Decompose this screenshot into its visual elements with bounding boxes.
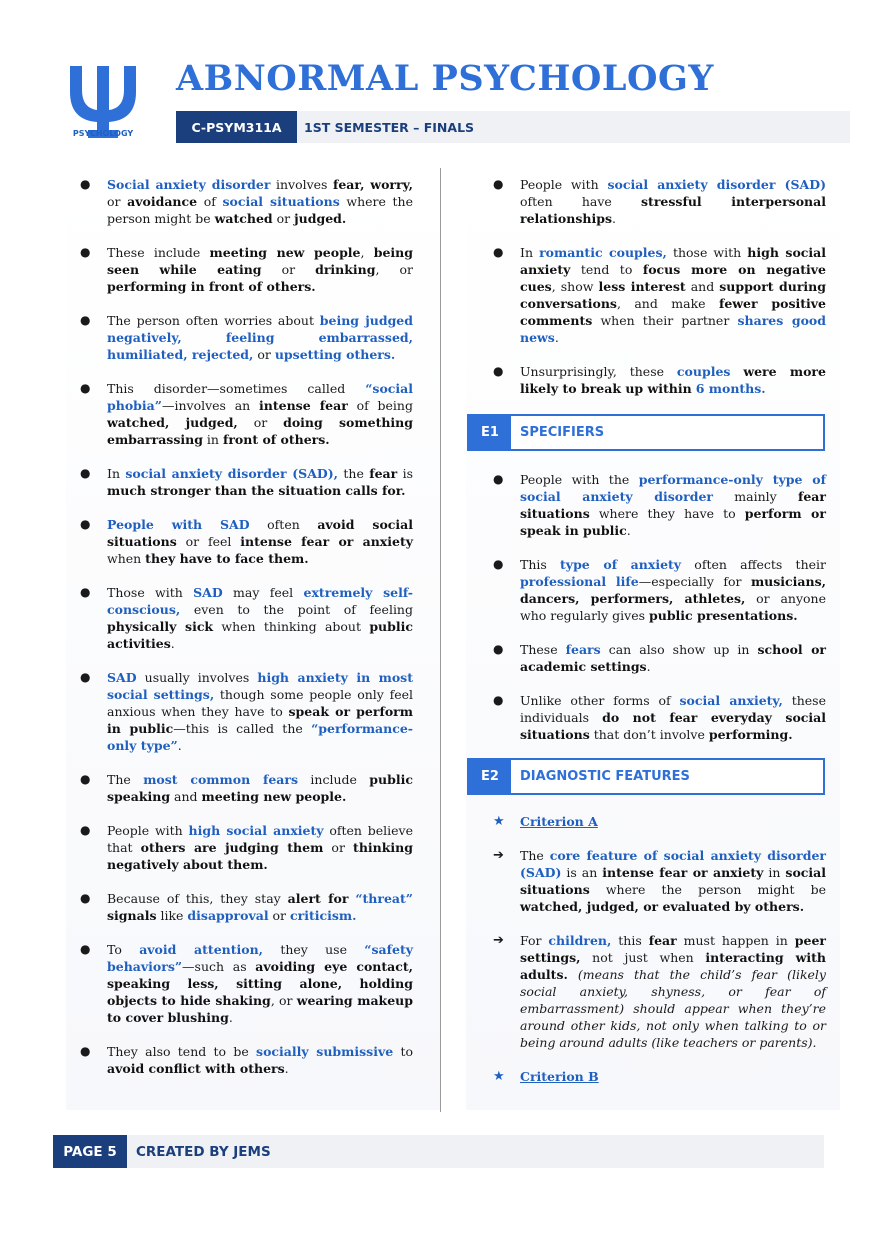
list-item (80, 380, 413, 448)
text-run: and (685, 279, 720, 294)
text-run: —involves an (161, 398, 260, 413)
highlighted-text-run: being judged negatively, feeling embarrassed, humiliated, rejected, (107, 313, 414, 362)
text-run: usually involves (136, 670, 258, 685)
bold-text-run: performing. (708, 727, 793, 742)
text-run: in (202, 432, 223, 447)
text-run: those with (666, 245, 748, 260)
semester-label: 1ST SEMESTER – FINALS (304, 119, 475, 135)
bold-text-run: were more likely to break up within (520, 364, 826, 396)
list-item (80, 1043, 413, 1077)
highlighted-text-run: performance-only type of social anxiety disorder (520, 472, 826, 504)
highlighted-text-run: shares good news (520, 313, 826, 345)
bold-text-run: intense fear or anxiety (240, 534, 413, 549)
text-run: involves (270, 177, 333, 192)
bullet-text (107, 466, 413, 498)
text-run: The person often worries about (107, 313, 320, 328)
text-run: . (646, 659, 651, 674)
highlighted-text-run: social anxiety disorder (SAD) (607, 177, 827, 192)
text-run: often (249, 517, 318, 532)
text-run: . (554, 330, 559, 345)
text-run: of (197, 194, 223, 209)
bullet-icon: ● (493, 557, 504, 571)
text-run: Unsurprisingly, these (520, 364, 677, 379)
text-run: or (268, 908, 291, 923)
bold-text-run: fear (648, 933, 677, 948)
italic-text-run: (means that the child’s fear (likely social anxiety, shyness, or fear of embarrassment) should appear when they’re around other kids, not only when talking to or being around adults (like teachers or parents). (520, 967, 826, 1050)
bold-text-run: public presentations. (648, 608, 798, 623)
section-title: SPECIFIERS (520, 425, 605, 440)
section-code: E1 (469, 416, 511, 449)
highlighted-text-run: “performance-only type” (107, 721, 413, 753)
list-item (80, 669, 413, 754)
text-run: This disorder—sometimes called (107, 381, 366, 396)
bullet-text (107, 891, 413, 923)
bold-text-run: fear, worry, (332, 177, 413, 192)
highlighted-text-run: “threat” (355, 891, 413, 906)
text-run: must happen in (676, 933, 795, 948)
highlighted-text-run: People with SAD (107, 517, 250, 532)
text-run: These include (107, 245, 210, 260)
criterion-b (493, 1068, 826, 1085)
bullet-text (520, 472, 826, 538)
bold-text-run: public activities (107, 619, 413, 651)
bold-text-run: stressful interpersonal relationships (520, 194, 826, 226)
bullet-icon: ● (80, 891, 91, 905)
text-run: is an (561, 865, 603, 880)
bullet-icon: ● (493, 364, 504, 378)
arrow-icon: ➔ (493, 933, 504, 948)
criterion-a-link[interactable]: Criterion A (520, 814, 598, 829)
text-run: , or (270, 993, 297, 1008)
bullet-icon: ● (80, 670, 91, 684)
text-run (730, 364, 743, 379)
page-title: ABNORMAL PSYCHOLOGY (176, 58, 714, 99)
text-run: mainly (713, 489, 798, 504)
highlighted-text-run: children, (548, 933, 612, 948)
highlighted-text-run: social anxiety, (679, 693, 783, 708)
list-item (80, 244, 413, 295)
highlighted-text-run: high social anxiety (188, 823, 324, 838)
bullet-text (107, 670, 413, 753)
bullet-text (520, 642, 826, 674)
list-item (493, 641, 826, 675)
text-run: In (520, 245, 540, 260)
bold-text-run: meeting new people. (201, 789, 347, 804)
star-icon: ★ (493, 1069, 505, 1084)
left-column (80, 176, 413, 1094)
bold-text-run: physically sick (107, 619, 214, 634)
text-run: or (272, 211, 295, 226)
highlighted-text-run: core feature of social anxiety disorder (SAD) (520, 848, 826, 880)
bold-text-run: others are judging them (140, 840, 324, 855)
bold-text-run: avoiding eye contact, speaking less, sitting alone, holding objects to hide shaking (107, 959, 413, 1008)
section-code: E2 (469, 760, 511, 793)
highlighted-text-run: type of anxiety (560, 557, 682, 572)
highlighted-text-run: SAD (107, 670, 137, 685)
bullet-text (520, 245, 826, 345)
list-item (80, 465, 413, 499)
text-run: . (284, 1061, 289, 1076)
text-run: like (156, 908, 188, 923)
bold-text-run: front of others. (222, 432, 330, 447)
bullet-icon: ● (80, 1044, 91, 1058)
bullet-text (107, 823, 413, 872)
list-item (80, 584, 413, 652)
text-run: when their partner (592, 313, 738, 328)
bullet-text (107, 245, 413, 294)
highlighted-text-run: social situations (222, 194, 340, 209)
text-run: People with (107, 823, 189, 838)
criterion-a (493, 813, 826, 830)
text-run: is (397, 466, 414, 481)
highlighted-text-run: couples (676, 364, 731, 379)
highlighted-text-run: “safety behaviors” (107, 942, 413, 974)
text-run: , (360, 245, 374, 260)
bold-text-run: interacting with adults. (520, 950, 826, 982)
highlighted-text-run: SAD (193, 585, 223, 600)
section-title: DIAGNOSTIC FEATURES (520, 769, 690, 784)
text-run: or (107, 194, 128, 209)
highlighted-text-run: upsetting others. (274, 347, 396, 362)
bold-text-run: school or academic settings (520, 642, 826, 674)
bullet-icon: ● (80, 245, 91, 259)
highlighted-text-run: avoid attention, (139, 942, 264, 957)
bold-text-run: intense fear or anxiety (602, 865, 764, 880)
bold-text-run: wearing makeup to cover blushing (107, 993, 414, 1025)
bullet-text (107, 313, 413, 362)
text-run: These (520, 642, 566, 657)
list-item (493, 363, 826, 397)
bullet-icon: ● (493, 693, 504, 707)
arrow-icon: ➔ (493, 848, 504, 863)
bullet-icon: ● (80, 177, 91, 191)
text-run: they use (263, 942, 365, 957)
text-run: though some people only feel anxious when they have to (107, 687, 413, 719)
text-run: not just when (580, 950, 706, 965)
bullet-icon: ● (80, 466, 91, 480)
bold-text-run: intense fear (259, 398, 348, 413)
bold-text-run: social situations (520, 865, 826, 897)
list-item (493, 176, 826, 227)
list-item (80, 822, 413, 873)
text-run: People with the (520, 472, 639, 487)
bullet-text (520, 693, 826, 742)
text-run: —such as (182, 959, 256, 974)
bold-text-run: thinking negatively about them. (107, 840, 413, 872)
bold-text-run: being seen while eating (107, 245, 413, 277)
bullet-text (520, 557, 826, 623)
text-run: —especially for (638, 574, 751, 589)
list-item (493, 244, 826, 346)
bullet-text (107, 177, 413, 226)
text-run: In (107, 466, 126, 481)
text-run: To (107, 942, 140, 957)
text-run: People with (520, 177, 608, 192)
highlighted-text-run: high anxiety in most social settings, (107, 670, 413, 702)
text-run: often affects their (681, 557, 826, 572)
star-icon: ★ (493, 814, 505, 829)
bold-text-run: fear situations (520, 489, 826, 521)
text-run: that don’t involve (589, 727, 709, 742)
bold-text-run: watched (214, 211, 273, 226)
bullet-text (107, 585, 413, 651)
logo-label: PSYCHOLOGY (72, 129, 134, 138)
bullet-icon: ● (80, 772, 91, 786)
bullet-icon: ● (80, 381, 91, 395)
text-run: —this is called the (173, 721, 312, 736)
bold-text-run: fear (369, 466, 398, 481)
text-run: often believe that (107, 823, 413, 855)
list-item (80, 890, 413, 924)
bullet-icon: ● (493, 472, 504, 486)
text-run: . (170, 636, 175, 651)
text-run: even to the point of feeling (180, 602, 413, 617)
bold-text-run: peer settings, (520, 933, 826, 965)
creator-label: CREATED BY JEMS (136, 1143, 271, 1160)
text-run: these individuals (520, 693, 826, 725)
bullet-text (520, 933, 826, 1050)
text-run: Unlike other forms of (520, 693, 680, 708)
list-item (493, 556, 826, 624)
highlighted-text-run: romantic couples, (539, 245, 667, 260)
text-run: may feel (222, 585, 304, 600)
highlighted-text-run: Social anxiety disorder (107, 177, 271, 192)
text-run: this (611, 933, 649, 948)
bold-text-run: watched, judged, or evaluated by others. (520, 899, 805, 914)
text-run (568, 967, 578, 982)
highlighted-text-run: fears (565, 642, 601, 657)
text-run: For (520, 933, 549, 948)
section-header-diagnostic-features (467, 758, 825, 795)
bold-text-run: they have to face them. (145, 551, 309, 566)
text-run: They also tend to be (107, 1044, 257, 1059)
bold-text-run: doing something embarrassing (107, 415, 414, 447)
bold-text-run: drinking (315, 262, 376, 277)
bullet-icon: ● (80, 313, 91, 327)
highlighted-text-run: professional life (520, 574, 639, 589)
list-item (80, 176, 413, 227)
text-run: of being (347, 398, 413, 413)
course-code-badge: C-PSYM311A (176, 111, 297, 143)
text-run: the (338, 466, 370, 481)
text-run: , and make (616, 296, 719, 311)
bold-text-run: meeting new people (209, 245, 361, 260)
text-run: The (520, 848, 550, 863)
bold-text-run: alert for (287, 891, 349, 906)
text-run: or (237, 415, 284, 430)
text-run: This (520, 557, 561, 572)
criterion-a-point-1 (493, 847, 826, 915)
highlighted-text-run: 6 months. (695, 381, 766, 396)
bold-text-run: do not fear everyday social situations (520, 710, 827, 742)
highlighted-text-run: “social phobia” (107, 381, 413, 413)
text-run: where they have to (589, 506, 745, 521)
text-run: when (107, 551, 146, 566)
bold-text-run: speak or perform in public (107, 704, 413, 736)
bullet-icon: ● (80, 823, 91, 837)
text-run: can also show up in (600, 642, 758, 657)
list-item (493, 692, 826, 743)
criterion-a-point-2 (493, 932, 826, 1051)
highlighted-text-run: criticism. (290, 908, 357, 923)
bullet-text (520, 177, 826, 226)
list-item (80, 312, 413, 363)
bullet-text (520, 848, 826, 914)
bold-text-run: support during conversations (520, 279, 826, 311)
bold-text-run: musicians, dancers, performers, athletes, (520, 574, 826, 606)
section-header-specifiers (467, 414, 825, 451)
list-item (80, 941, 413, 1026)
bold-text-run: public speaking (107, 772, 413, 804)
bullet-text (107, 942, 413, 1025)
text-run: or (323, 840, 354, 855)
text-run: when thinking about (213, 619, 370, 634)
bold-text-run: avoid conflict with others (107, 1061, 285, 1076)
list-item (493, 471, 826, 539)
bold-text-run: much stronger than the situation calls for. (107, 483, 406, 498)
bold-text-run: high social anxiety (520, 245, 826, 277)
text-run: to (393, 1044, 414, 1059)
text-run: Because of this, they stay (107, 891, 288, 906)
highlighted-text-run: social anxiety disorder (SAD), (125, 466, 339, 481)
bullet-text (107, 381, 413, 447)
bullet-icon: ● (493, 177, 504, 191)
text-run: . (228, 1010, 233, 1025)
text-run: The (107, 772, 144, 787)
text-run: where the person might be (589, 882, 826, 897)
bullet-icon: ● (80, 517, 91, 531)
text-run: or (261, 262, 316, 277)
text-run: . (626, 523, 631, 538)
bold-text-run: less interest (598, 279, 686, 294)
bullet-icon: ● (493, 642, 504, 656)
text-run: . (612, 211, 616, 226)
text-run: in (763, 865, 786, 880)
highlighted-text-run: extremely self-conscious, (107, 585, 413, 617)
bold-text-run: fewer positive comments (520, 296, 826, 328)
text-run: include (298, 772, 370, 787)
bullet-text (107, 1044, 413, 1076)
bullet-text (520, 364, 826, 396)
right-column (481, 176, 827, 1102)
text-run: tend to (570, 262, 643, 277)
bold-text-run: performing in front of others. (107, 279, 316, 294)
text-run: Those with (107, 585, 194, 600)
bold-text-run: judged. (294, 211, 347, 226)
text-run: where the person might be (107, 194, 413, 226)
text-run: often have (520, 194, 642, 209)
list-item (80, 516, 413, 567)
bold-text-run: avoid social situations (107, 517, 414, 549)
text-run: and (170, 789, 202, 804)
text-run: . (177, 738, 182, 753)
text-run: , show (551, 279, 599, 294)
text-run: , or (375, 262, 414, 277)
column-divider (440, 168, 441, 1112)
bullet-icon: ● (493, 245, 504, 259)
bold-text-run: perform or speak in public (520, 506, 826, 538)
bullet-text (107, 772, 413, 804)
bullet-text (107, 517, 413, 566)
bold-text-run: focus more on negative cues (520, 262, 826, 294)
highlighted-text-run: disapproval (187, 908, 269, 923)
criterion-b-link[interactable]: Criterion B (520, 1069, 599, 1084)
bullet-icon: ● (80, 585, 91, 599)
bullet-icon: ● (80, 942, 91, 956)
text-run: or feel (176, 534, 241, 549)
text-run: or (253, 347, 275, 362)
bold-text-run: avoidance (127, 194, 198, 209)
highlighted-text-run: most common fears (143, 772, 298, 787)
bold-text-run: signals (107, 908, 157, 923)
list-item (80, 771, 413, 805)
page-number: PAGE 5 (53, 1135, 127, 1168)
bold-text-run: watched, judged, (107, 415, 238, 430)
highlighted-text-run: socially submissive (256, 1044, 394, 1059)
text-run: or anyone who regularly gives (520, 591, 826, 623)
